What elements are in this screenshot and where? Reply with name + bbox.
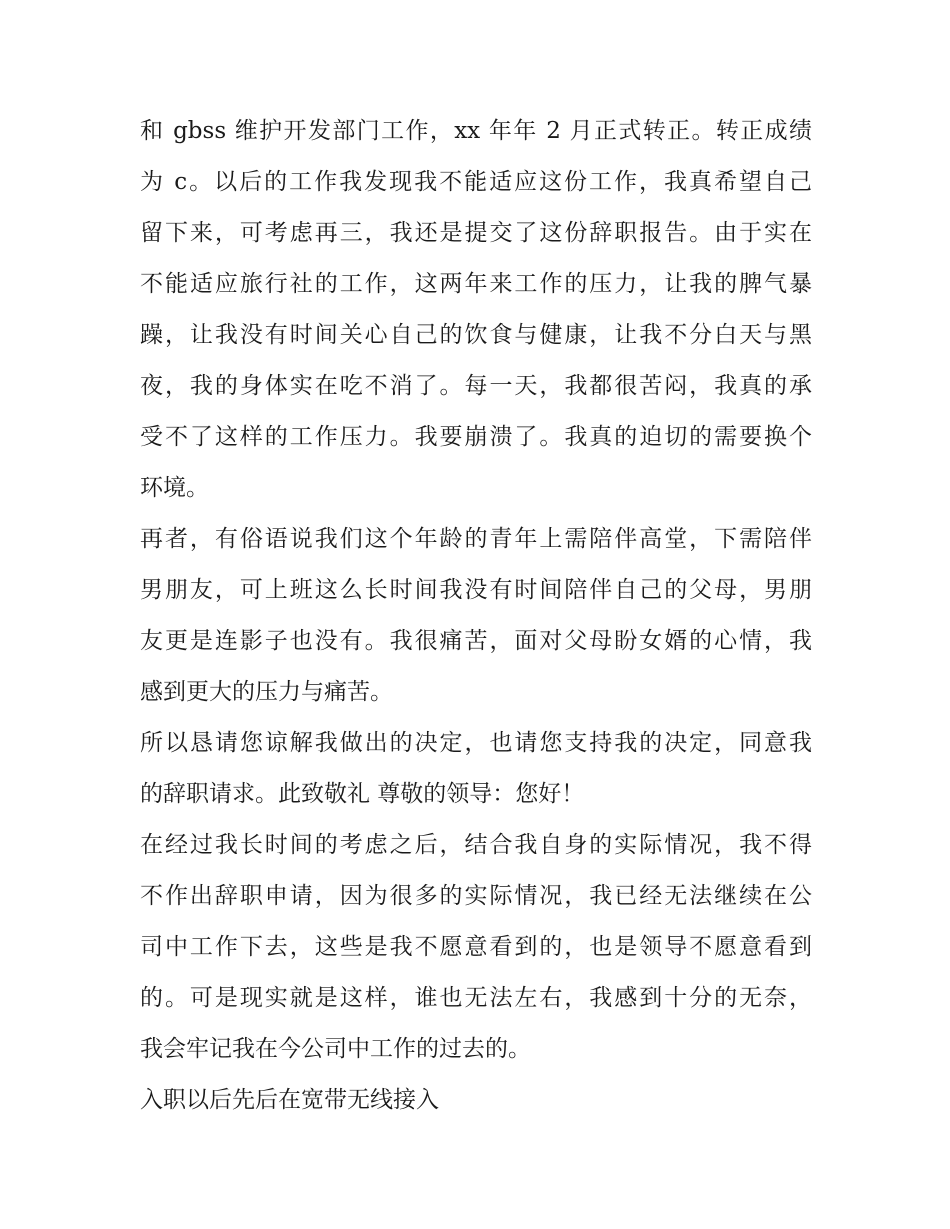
text-line: 司中工作下去，这些是我不愿意看到的，也是领导不愿意看到 (140, 934, 812, 960)
text-line: 环境。 (140, 475, 209, 501)
text-line: 躁，让我没有时间关心自己的饮食与健康，让我不分白天与黑 (140, 322, 812, 348)
text-line: 感到更大的压力与痛苦。 (140, 679, 393, 705)
text-line: 所以恳请您谅解我做出的决定，也请您支持我的决定，同意我 (140, 730, 812, 756)
text-line: 不能适应旅行社的工作，这两年来工作的压力，让我的脾气暴 (140, 271, 812, 297)
text-line: 的。可是现实就是这样，谁也无法左右，我感到十分的无奈， (140, 985, 812, 1011)
text-line: 受不了这样的工作压力。我要崩溃了。我真的迫切的需要换个 (140, 424, 812, 450)
text-line: 入职以后先后在宽带无线接入 (140, 1087, 439, 1113)
text-line: 的辞职请求。此致敬礼 尊敬的领导：您好！ (140, 781, 585, 807)
text-line: 男朋友，可上班这么长时间我没有时间陪伴自己的父母，男朋 (140, 577, 812, 603)
text-line: 再者，有俗语说我们这个年龄的青年上需陪伴高堂，下需陪伴 (140, 526, 812, 552)
document-body (140, 106, 812, 1126)
text-line: 友更是连影子也没有。我很痛苦，面对父母盼女婿的心情，我 (140, 628, 812, 654)
text-line: 在经过我长时间的考虑之后，结合我自身的实际情况，我不得 (140, 832, 812, 858)
text-line: 留下来，可考虑再三，我还是提交了这份辞职报告。由于实在 (140, 220, 812, 246)
text-line: 不作出辞职申请，因为很多的实际情况，我已经无法继续在公 (140, 883, 812, 909)
text-line: 夜，我的身体实在吃不消了。每一天，我都很苦闷，我真的承 (140, 373, 812, 399)
text-line: 我会牢记我在今公司中工作的过去的。 (140, 1036, 531, 1062)
text-line: 为 c。以后的工作我发现我不能适应这份工作，我真希望自己 (140, 169, 812, 195)
text-line: 和 gbss 维护开发部门工作，xx 年年 2 月正式转正。转正成绩 (140, 118, 812, 144)
